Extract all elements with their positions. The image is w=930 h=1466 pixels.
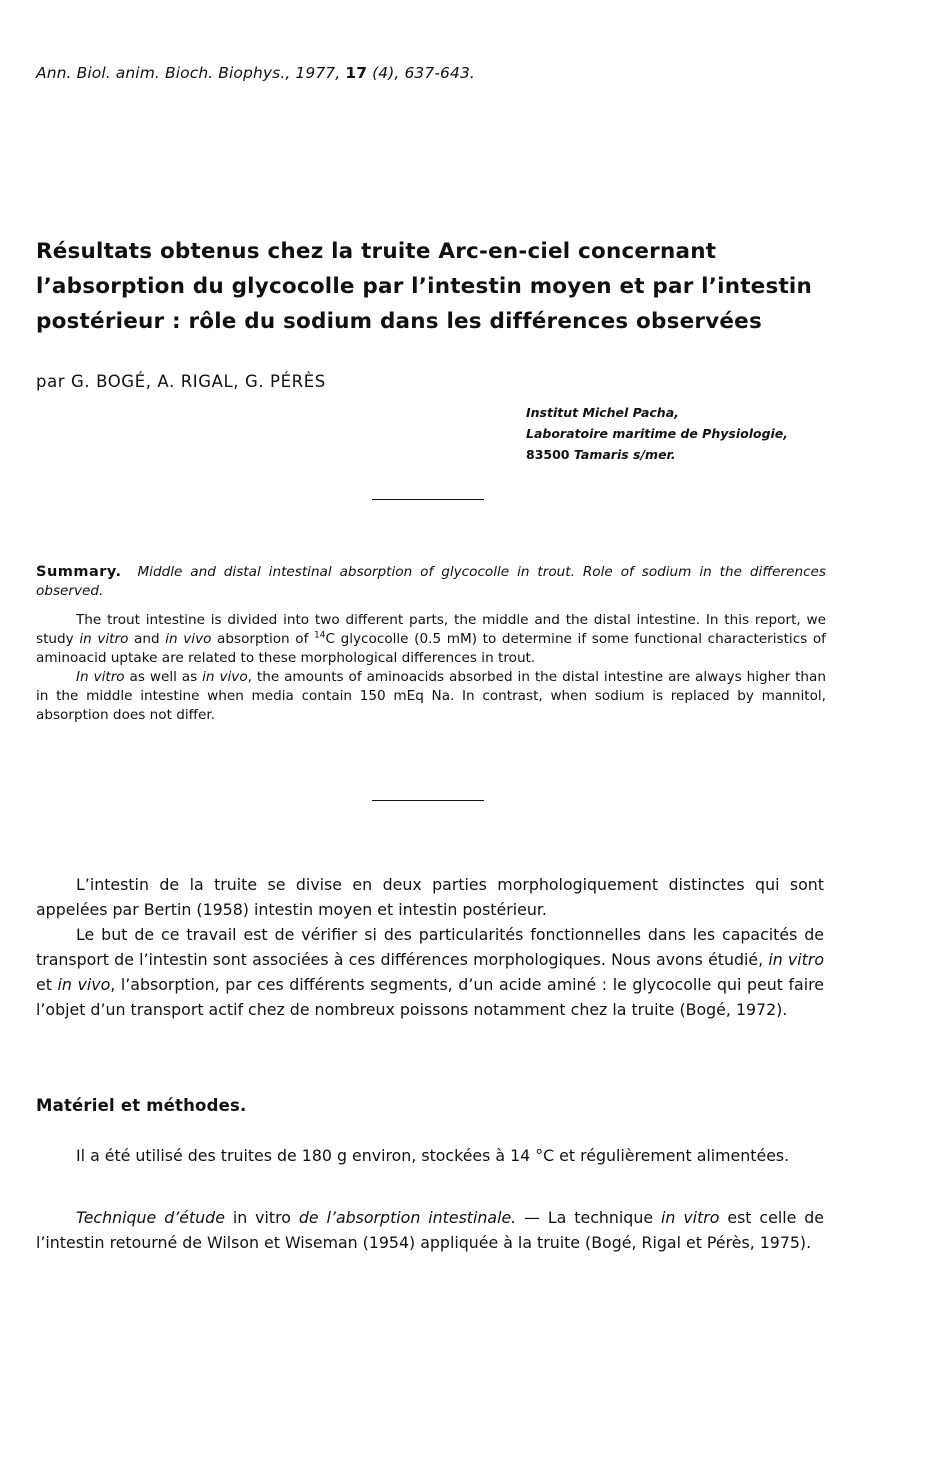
citation-journal: Ann. Biol. anim. Bioch. Biophys.,	[36, 64, 291, 82]
journal-citation	[36, 64, 475, 82]
introduction	[36, 872, 824, 1022]
text-run: et	[36, 975, 58, 994]
text-run: — La technique	[516, 1208, 661, 1227]
place-name: Tamaris s/mer.	[573, 447, 676, 462]
affiliation	[526, 402, 788, 465]
citation-volume: 17	[345, 64, 368, 82]
divider	[372, 499, 484, 500]
affiliation-line: Laboratoire maritime de Physiologie,	[526, 426, 789, 441]
text-run: , the amounts of aminoacids absorbed in the distal intestine are always higher than in the middle intestine when media contain 150 mEq Na. In contrast, when sodium is replaced by mannitol, absorption does not differ.	[36, 669, 826, 723]
affiliation-line	[526, 444, 788, 465]
paper-title	[36, 234, 856, 339]
body-paragraph: L’intestin de la truite se divise en deux parties morphologiquement distinctes qui sont appelées par Bertin (1958) intestin moyen et intestin postérieur.	[36, 875, 824, 919]
text-run: absorption of	[211, 631, 315, 647]
section-heading: Matériel et méthodes.	[36, 1096, 247, 1115]
affiliation-line: Institut Michel Pacha,	[526, 405, 679, 420]
text-run: est celle de l’intestin retourné de Wilson et Wiseman (1954) appliquée à la truite (Bogé, Rigal et Pérès, 1975).	[36, 1208, 825, 1252]
body-paragraph	[36, 1205, 824, 1255]
summary-title: Middle and distal intestinal absorption of glycocolle in trout. Role of sodium in the differences observed.	[36, 564, 826, 599]
body-paragraph	[36, 922, 824, 1022]
text-run: Le but de ce travail est de vérifier si des particularités fonctionnelles dans les capacités de transport de l’intestin sont associées à ces différences morphologiques. Nous avons étudié,	[36, 925, 824, 969]
text-run: , l’absorption, par ces différents segments, d’un acide aminé : le glycocolle qui peut faire l’objet d’un transport actif chez de nombreux poissons notamment chez la truite (Bogé, 1972).	[36, 975, 824, 1019]
title-line: l’absorption du glycocolle par l’intestin moyen et par l’intestin	[36, 274, 813, 299]
citation-issue-pages: (4), 637-643.	[372, 64, 475, 82]
text-run: In vitro	[76, 669, 125, 685]
citation-year: 1977,	[295, 64, 341, 82]
text-run: in vivo	[57, 975, 111, 994]
methods-paragraph-2	[36, 1205, 824, 1255]
authors: par G. BOGÉ, A. RIGAL, G. PÉRÈS	[36, 372, 326, 391]
summary-label: Summary.	[36, 564, 122, 580]
text-run: C glycocolle (0.5 mM) to determine if some functional characteristics of aminoacid uptake are related to these morphological differences in trout.	[36, 631, 826, 666]
superscript: 14	[314, 630, 326, 641]
summary-paragraph	[36, 611, 826, 668]
text-run: as well as	[124, 669, 203, 685]
body-paragraph: Il a été utilisé des truites de 180 g environ, stockées à 14 °C et régulièrement alimentées.	[76, 1146, 790, 1165]
text-run: in vitro	[79, 631, 129, 647]
summary-heading	[36, 563, 826, 601]
text-run: de l’absorption intestinale.	[298, 1208, 517, 1227]
text-run: in vivo	[165, 631, 212, 647]
title-line: Résultats obtenus chez la truite Arc-en-ciel concernant	[36, 239, 717, 264]
text-run: in vitro	[661, 1208, 720, 1227]
text-run: Technique d’étude	[76, 1208, 225, 1227]
postal-code: 83500	[526, 447, 570, 462]
divider	[372, 800, 484, 801]
text-run: in vitro	[224, 1208, 299, 1227]
text-run: in vivo	[202, 669, 248, 685]
title-line: postérieur : rôle du sodium dans les différences observées	[36, 309, 762, 334]
text-run: and	[128, 631, 166, 647]
methods-paragraph-1	[36, 1143, 824, 1168]
text-run: in vitro	[768, 950, 824, 969]
summary-block	[36, 563, 826, 725]
text-run: The trout intestine is divided into two different parts, the middle and the distal intestine. In this report, we study	[36, 612, 826, 647]
summary-paragraph	[36, 668, 826, 725]
